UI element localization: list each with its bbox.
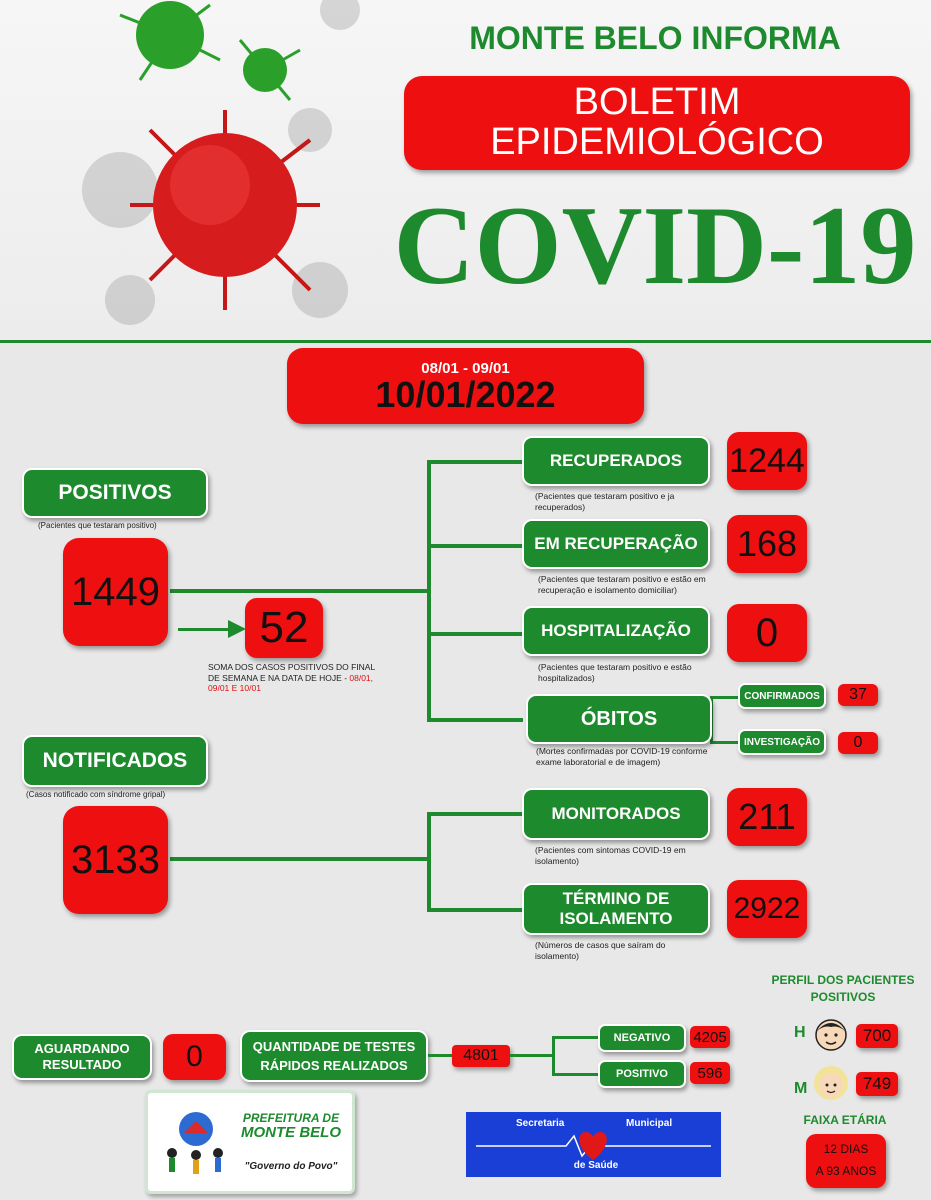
hospitalizacao-value: 0 — [727, 604, 807, 662]
termino-note: (Números de casos que saíram do isolamento) — [535, 940, 666, 961]
hospitalizacao-label: HOSPITALIZAÇÃO — [522, 606, 710, 656]
termino-label-line2: ISOLAMENTO — [559, 909, 673, 928]
report-date: 10/01/2022 — [375, 373, 556, 415]
em-recuperacao-value: 168 — [727, 515, 807, 573]
perfil-title-line2: POSITIVOS — [810, 989, 876, 1004]
header-banner — [0, 0, 931, 343]
connector-monitorados — [427, 812, 523, 816]
notificados-label: NOTIFICADOS — [22, 735, 208, 787]
aguardando-line1: AGUARDANDO — [34, 1041, 130, 1057]
connector-positivo — [552, 1073, 598, 1076]
investigacao-label: INVESTIGAÇÃO — [738, 729, 826, 755]
testes-line1: QUANTIDADE DE TESTES — [252, 1038, 416, 1054]
investigacao-value: 0 — [838, 732, 878, 754]
positivo-label: POSITIVO — [598, 1060, 686, 1088]
connector-obitos — [427, 718, 523, 722]
date-range: 08/01 - 09/01 — [421, 359, 510, 377]
aguardando-label — [12, 1034, 152, 1080]
aguardando-line2: RESULTADO — [42, 1057, 122, 1072]
prefeitura-logo — [145, 1090, 355, 1194]
negativo-value: 4205 — [690, 1026, 730, 1048]
male-value: 700 — [856, 1024, 898, 1048]
confirmados-value: 37 — [838, 684, 878, 706]
testes-value: 4801 — [452, 1045, 510, 1067]
em-recuperacao-label: EM RECUPERAÇÃO — [522, 519, 710, 569]
notificados-note: (Casos notificado com síndrome gripal) — [26, 790, 166, 799]
arrow-right-icon — [228, 620, 246, 638]
connector-confirmados — [710, 696, 740, 699]
termino-label-line1: TÉRMINO DE — [562, 888, 670, 908]
aguardando-value: 0 — [163, 1034, 226, 1080]
testes-label — [240, 1030, 428, 1082]
arrow-shaft — [178, 628, 233, 631]
positivo-value: 596 — [690, 1062, 730, 1084]
perfil-title — [755, 972, 931, 1006]
org-title: MONTE BELO INFORMA — [469, 20, 841, 56]
recuperados-value: 1244 — [727, 432, 807, 490]
new-positivos-value: 52 — [245, 598, 323, 658]
testes-line2: RÁPIDOS REALIZADOS — [260, 1058, 408, 1073]
connector-recuperados — [427, 460, 523, 464]
date-box — [287, 348, 644, 424]
recuperados-label: RECUPERADOS — [522, 436, 710, 486]
male-letter: H — [794, 1024, 806, 1041]
slogan: "Governo do Povo" — [244, 1161, 338, 1172]
negativo-label: NEGATIVO — [598, 1024, 686, 1052]
positivos-value: 1449 — [63, 538, 168, 646]
obitos-note: (Mortes confirmadas por COVID-19 conforme exame laboratorial e de imagem) — [536, 746, 708, 767]
girl-avatar-icon — [812, 1063, 850, 1103]
confirmados-label: CONFIRMADOS — [738, 683, 826, 709]
connector-vertical-positivos — [427, 460, 431, 722]
female-value: 749 — [856, 1072, 898, 1096]
connector-vertical-notificados — [427, 812, 431, 912]
boy-avatar-icon — [812, 1015, 850, 1053]
connector-positivos — [170, 589, 430, 593]
prefeitura-line2: MONTE BELO — [241, 1124, 341, 1141]
connector-testes-vertical — [552, 1036, 555, 1076]
hospitalizacao-note: (Pacientes que testaram positivo e estão hospitalizados) — [538, 662, 692, 683]
bulletin-banner — [404, 76, 910, 170]
connector-hospitalizacao — [427, 632, 523, 636]
em-recuperacao-note: (Pacientes que testaram positivo e estão em recuperação e isolamento domiciliar) — [538, 574, 706, 595]
monitorados-label: MONITORADOS — [522, 788, 710, 840]
secretaria-right: Municipal — [626, 1118, 673, 1129]
faixa-line1: 12 DIAS — [823, 1142, 869, 1157]
recuperados-note: (Pacientes que testaram positivo e ja recuperados) — [535, 491, 675, 512]
notificados-value: 3133 — [63, 806, 168, 914]
faixa-line2: A 93 ANOS — [815, 1164, 877, 1178]
header-divider — [0, 340, 931, 343]
connector-testes-split — [510, 1054, 554, 1057]
secretaria-bottom: de Saúde — [573, 1160, 619, 1171]
monitorados-value: 211 — [727, 788, 807, 846]
city-crest-icon — [160, 1107, 230, 1177]
female-letter: M — [794, 1080, 808, 1097]
monitorados-note: (Pacientes com sintomas COVID-19 em isolamento) — [535, 845, 686, 866]
virus-illustration — [60, 0, 390, 340]
perfil-title-line1: PERFIL DOS PACIENTES — [771, 973, 915, 987]
prefeitura-line1: PREFEITURA DE — [242, 1111, 340, 1125]
obitos-label: ÓBITOS — [526, 694, 712, 744]
positivos-label: POSITIVOS — [22, 468, 208, 518]
positivos-note: (Pacientes que testaram positivo) — [38, 521, 157, 530]
new-positivos-note: SOMA DOS CASOS POSITIVOS DO FINAL DE SEMANA E NA DATA DE HOJE - 08/01, 09/01 E 10/01 — [208, 662, 375, 694]
faixa-etaria-value — [806, 1134, 886, 1188]
bulletin-line1: BOLETIM — [573, 81, 741, 124]
termino-label — [522, 883, 710, 935]
termino-value: 2922 — [727, 880, 807, 938]
connector-notificados — [170, 857, 430, 861]
connector-em-recuperacao — [427, 544, 523, 548]
connector-negativo — [552, 1036, 598, 1039]
connector-investigacao — [710, 741, 740, 744]
connector-testes — [428, 1054, 452, 1057]
secretaria-left: Secretaria — [516, 1118, 565, 1129]
secretaria-logo — [466, 1112, 721, 1177]
faixa-etaria-label: FAIXA ETÁRIA — [803, 1113, 887, 1127]
bulletin-line2: EPIDEMIOLÓGICO — [490, 121, 824, 163]
disease-title: COVID-19 — [393, 184, 917, 308]
connector-termino — [427, 908, 523, 912]
